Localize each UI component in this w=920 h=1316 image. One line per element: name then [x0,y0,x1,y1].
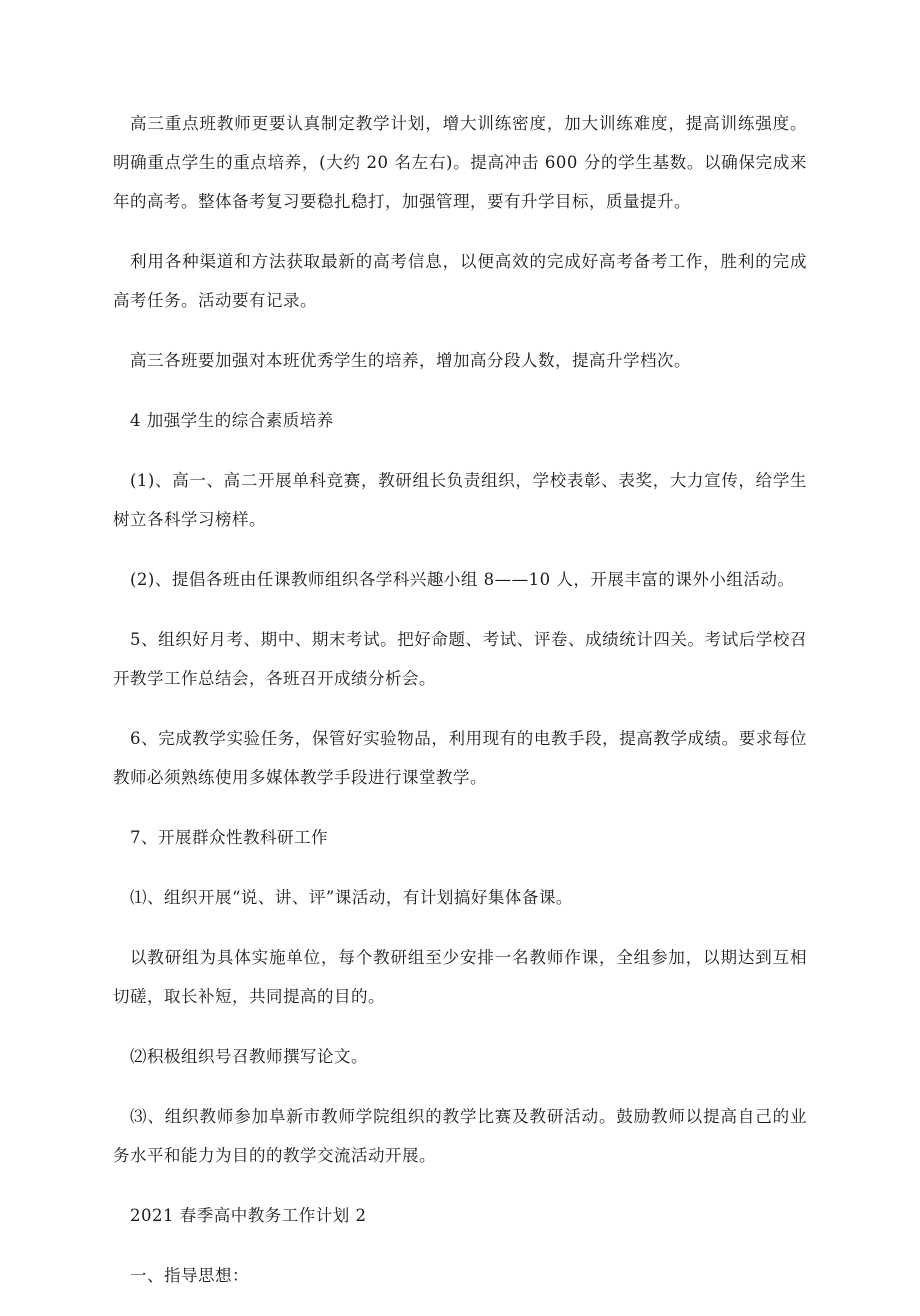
paragraph-item-6: 6、完成教学实验任务，保管好实验物品，利用现有的电教手段，提高教学成绩。要求每位教师必须熟练使用多媒体教学手段进行课堂教学。 [113,729,807,787]
paragraph-key-class-teaching: 高三重点班教师更要认真制定教学计划，增大训练密度，加大训练难度，提高训练强度。明确重点学生的重点培养，(大约 20 名左右)。提高冲击 600 分的学生基数。以确保完成来年的高考。整体备考复习要稳扎稳打，加强管理，要有升学目标，质量提升。 [113,114,807,211]
paragraph-subitem-2: ⑵积极组织号召教师撰写论文。 [130,1047,368,1066]
paragraph-subitem-3: ⑶、组织教师参加阜新市教师学院组织的教学比赛及教研活动。鼓励教师以提高自己的业务水平和能力为目的的教学交流活动开展。 [113,1107,807,1165]
paragraph-subitem-1: ⑴、组织开展“说、讲、评”课活动，有计划搞好集体备课。 [130,888,573,907]
document-body [113,104,807,1316]
paragraph-item-2: (2)、提倡各班由任课教师组织各学科兴趣小组 8——10 人，开展丰富的课外小组活动。 [130,570,795,589]
paragraph-teaching-group: 以教研组为具体实施单位，每个教研组至少安排一名教师作课，全组参加，以期达到互相切磋，取长补短，共同提高的目的。 [113,948,807,1006]
paragraph-item-1: (1)、高一、高二开展单科竞赛，教研组长负责组织，学校表彰、表奖，大力宣传，给学生树立各科学习榜样。 [113,471,807,529]
paragraph-top-students: 高三各班要加强对本班优秀学生的培养，增加高分段人数，提高升学档次。 [130,351,691,370]
section-heading-7: 7、开展群众性教科研工作 [130,828,328,847]
paragraph-exam-information: 利用各种渠道和方法获取最新的高考信息，以便高效的完成好高考备考工作，胜利的完成高考任务。活动要有记录。 [113,252,807,310]
paragraph-item-5: 5、组织好月考、期中、期末考试。把好命题、考试、评卷、成绩统计四关。考试后学校召开教学工作总结会，各班召开成绩分析会。 [113,630,807,688]
section-heading-4: 4 加强学生的综合素质培养 [130,411,334,430]
section-heading-guiding-ideology: 一、指导思想： [130,1266,249,1285]
plan-title: 2021 春季高中教务工作计划 2 [130,1206,367,1225]
